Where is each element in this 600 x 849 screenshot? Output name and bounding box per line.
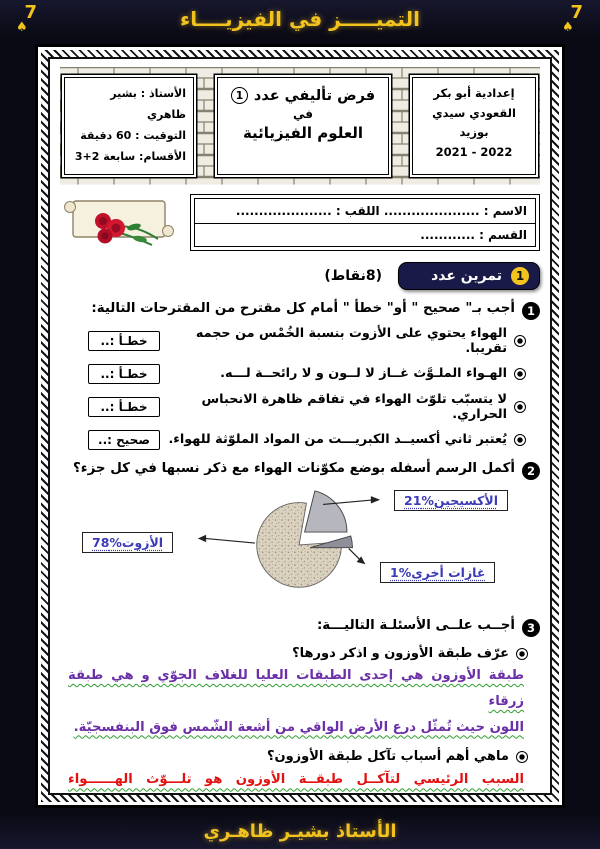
arrowhead	[198, 534, 206, 541]
pie-slice-other-gases	[310, 536, 352, 548]
exam-subject: العلوم الفيزيائية	[242, 124, 364, 142]
question-2-text: أكمل الرسم أسفله بوضع مكوّنات الهواء مع ذكر نسبها في كل جزء؟	[72, 460, 515, 476]
exam-duration: التوقيت : 60 دقيقة	[80, 128, 186, 142]
student-info-box	[190, 194, 540, 251]
question-2-number-badge: 2	[522, 462, 540, 480]
question-3-row	[60, 618, 540, 637]
school-name-line-2: القعودي سيدي بوزيد	[432, 105, 516, 140]
pie-slice-oxygen	[305, 491, 347, 532]
bullet-icon	[516, 648, 528, 660]
air-composition-figure	[60, 486, 540, 608]
rose-center	[102, 232, 109, 239]
question-1-text: أجب بـ" صحيح " أو" خطأ " أمام كل مقترح من المقترحات التالية:	[91, 300, 515, 316]
statement-text: الهواء يحتوي على الأزوت بنسبة الخُمْس من حجمه تقريبا.	[195, 325, 507, 356]
scroll-curl	[65, 201, 76, 212]
seven-of-spades-icon	[12, 4, 42, 34]
roses-scroll-image	[60, 194, 178, 252]
question-3-heading: أجــب علــى الأسئلـة التاليـــة:	[316, 618, 515, 634]
decorative-frame	[41, 50, 559, 802]
azote-label: الأزوت%78	[82, 532, 173, 553]
question-1-number-badge: 1	[522, 302, 540, 320]
statement-row	[60, 364, 526, 384]
bullet-icon	[516, 751, 528, 763]
sub-question-1	[60, 646, 540, 661]
answer-box: خطـأ :..	[88, 331, 160, 351]
answer-box: خطـأ :..	[88, 364, 160, 384]
exercise-label: تمرين عدد	[431, 267, 502, 284]
rose-center	[112, 223, 121, 232]
exam-header	[60, 67, 540, 185]
true-false-list	[60, 326, 540, 450]
question-1-row	[60, 301, 540, 320]
school-name-line-1: إعدادية أبو بكر	[433, 86, 515, 100]
name-surname-field: الاسم : ..................... اللقب : .....................	[194, 198, 536, 224]
exercise-1-row	[60, 262, 540, 290]
teacher-info-box	[64, 77, 194, 175]
card-value: 7	[24, 2, 37, 23]
bottom-banner	[0, 813, 600, 849]
spade-icon: ♠	[16, 20, 28, 35]
exam-title: فرض تأليفي عدد	[253, 87, 376, 104]
exam-title-connector: في	[293, 107, 313, 121]
handwritten-answer-ozone-definition	[60, 661, 540, 740]
school-year: 2022 - 2021	[435, 144, 513, 159]
exam-classes: الأقسام: سابعة 2+3	[74, 149, 186, 163]
school-info-box	[412, 77, 536, 175]
answer-line-2: اللون حيث تُمثّل درع الأرض الواقي من أشعة الشّمس فوق البنفسجيّة.	[73, 719, 524, 735]
exam-sheet	[48, 57, 552, 795]
exam-title-box	[217, 77, 389, 175]
statement-row	[60, 392, 526, 422]
other-gases-label: غازات أخرى%1	[380, 562, 495, 583]
handwritten-answer-ozone-erosion	[60, 765, 540, 793]
statement-text: لا يتسبّب تلوّث الهواء في تفاقم ظاهرة الانحباس الحراري.	[201, 391, 507, 422]
class-field: القسم : ............	[194, 224, 536, 247]
statement-row	[60, 326, 526, 356]
page-title: التميـــــز في الفيزيــــاء	[180, 7, 420, 31]
student-info-row	[60, 194, 540, 252]
scroll-curl	[163, 225, 174, 236]
answer-box: خطـأ :..	[88, 397, 160, 417]
answer-box: صحيح :..	[88, 430, 160, 450]
sub-question-2-text: ماهي أهم أسباب تآكل طبقة الأوزون؟	[266, 749, 509, 765]
exam-page	[35, 44, 565, 808]
statement-row	[60, 430, 526, 450]
statement-text: الهـواء الملـوَّث غــاز لا لــون و لا رائحــة لـــه.	[220, 366, 507, 382]
exercise-number-badge: 1	[511, 267, 529, 285]
bullet-icon	[514, 335, 526, 347]
sub-question-1-text: عرّف طبقة الأوزون و اذكر دورها؟	[292, 646, 509, 662]
bullet-icon	[514, 401, 526, 413]
exercise-1-badge	[398, 262, 540, 290]
exam-number-badge: 1	[231, 87, 248, 104]
card-value: 7	[570, 2, 583, 23]
rose-center	[99, 217, 107, 225]
seven-of-spades-icon	[558, 4, 588, 34]
bullet-icon	[514, 434, 526, 446]
answer-line: السبب الرئيسي لتآكــل طبقــة الأوزون هو تلـــوّث الهــــــواء	[68, 772, 524, 788]
arrowhead	[371, 496, 380, 503]
callout-arrow-azote	[205, 538, 255, 543]
statement-text: يُعتبر ثاني أكسيــد الكبريـــت من المواد الملوّثة للهواء.	[168, 432, 507, 448]
bullet-icon	[514, 368, 526, 380]
teacher-credit: الأستاذ بشيـر ظاهـري	[203, 820, 397, 842]
question-3-number-badge: 3	[522, 619, 540, 637]
exercise-points: (8نقاط)	[324, 267, 382, 284]
question-2-row	[60, 461, 540, 480]
sub-question-2	[60, 749, 540, 764]
answer-line-1: طبقة الأوزون هي إحدى الطبقات العليا للغلاف الجوّي و هي طبقة زرقاء	[68, 668, 524, 709]
header-boxes	[64, 77, 536, 175]
oxygen-label: الأكسيجين%21	[394, 490, 508, 511]
top-banner	[0, 0, 600, 38]
spade-icon: ♠	[562, 20, 574, 35]
teacher-name: الأستاذ : بشير ظاهري	[110, 87, 186, 121]
